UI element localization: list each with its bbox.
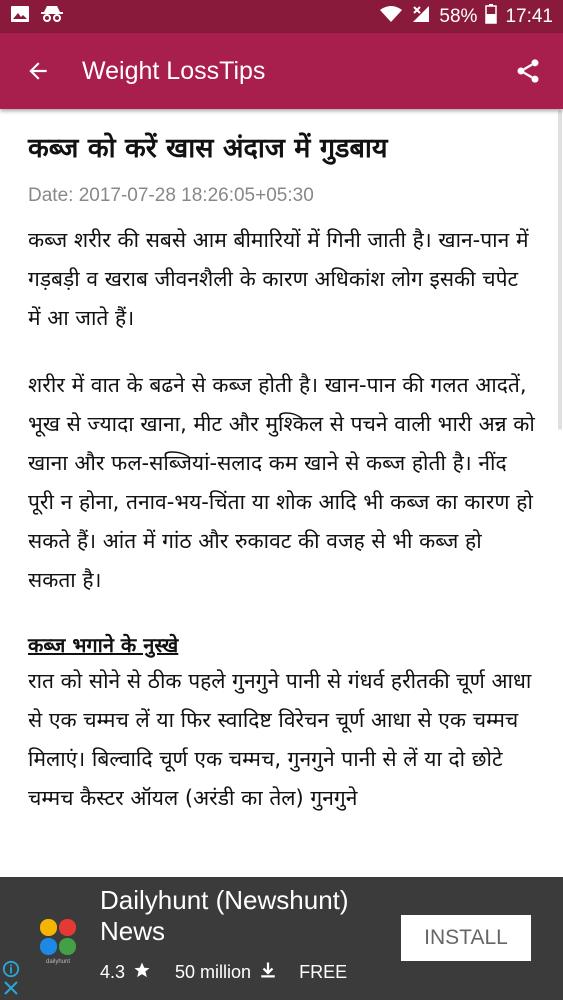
- status-bar: [0, 0, 563, 33]
- back-arrow-icon: [25, 58, 51, 84]
- article-title: कब्ज को करें खास अंदाज में गुडबाय: [28, 133, 388, 164]
- info-icon[interactable]: [2, 960, 20, 978]
- back-button[interactable]: [0, 33, 76, 109]
- ad-banner[interactable]: [0, 877, 563, 1000]
- article-content[interactable]: [0, 109, 563, 1000]
- ad-title[interactable]: Dailyhunt (Newshunt) News: [100, 885, 349, 946]
- download-icon: [259, 961, 277, 984]
- signal-icon: [411, 5, 431, 29]
- image-icon: [10, 5, 30, 29]
- ad-price: FREE: [299, 962, 348, 982]
- wifi-icon: [379, 5, 403, 29]
- star-icon: [133, 961, 151, 984]
- ad-downloads: 50 million: [175, 962, 252, 982]
- section-heading: कब्ज भगाने के नुस्खे: [28, 633, 179, 658]
- article-paragraph-2: शरीर में वात के बढने से कब्ज होती है। खान-पान की गलत आदतें, भूख से ज्यादा खाना, मीट और मुश्किल से पचने वाली भारी अन्न को खाना और फल-सब्जियां-सलाद कम खाने से कब्ज होती है। नींद पूरी न होना, तनाव-भय-चिंता या शोक आदि भी कब्ज का कारण हो सकते हैं। आंत में गांठ और रुकावट की वजह से भी कब्ज हो सकता है।: [28, 373, 535, 593]
- app-title: Weight LossTips: [82, 56, 266, 85]
- scrollbar[interactable]: [558, 110, 562, 430]
- app-bar: [0, 33, 563, 109]
- ad-rating: 4.3: [100, 962, 126, 982]
- battery-icon: [485, 4, 497, 30]
- close-icon[interactable]: [3, 980, 19, 996]
- ad-choices[interactable]: [0, 960, 22, 1000]
- dailyhunt-logo-icon[interactable]: [38, 917, 78, 957]
- battery-percent: 58%: [439, 5, 478, 27]
- ad-logo-label: dailyhunt: [45, 959, 71, 965]
- share-button[interactable]: [493, 33, 563, 109]
- clock: 17:41: [505, 5, 553, 27]
- ad-stats: [100, 961, 347, 984]
- incognito-icon: [40, 5, 64, 29]
- article-paragraph-1: कब्ज शरीर की सबसे आम बीमारियों में गिनी जाती है। खान-पान में गड़बड़ी व खराब जीवनशैली के कारण अधिकांश लोग इसकी चपेट में आ जाते हैं।: [28, 228, 529, 331]
- article-date: Date: 2017-07-28 18:26:05+05:30: [28, 185, 314, 207]
- article-paragraph-3: रात को सोने से ठीक पहले गुनगुने पानी से गंधर्व हरीतकी चूर्ण आधा से एक चम्मच लें या फिर स्वादिष्ट विरेचन चूर्ण आधा से एक चम्मच मिलाएं। बिल्वादि चूर्ण एक चम्मच, गुनगुने पानी से लें या दो छोटे चम्मच कैस्टर ऑयल (अरंडी का तेल) गुनगुने: [28, 669, 532, 811]
- install-button[interactable]: INSTALL: [401, 915, 531, 961]
- share-icon: [514, 57, 542, 85]
